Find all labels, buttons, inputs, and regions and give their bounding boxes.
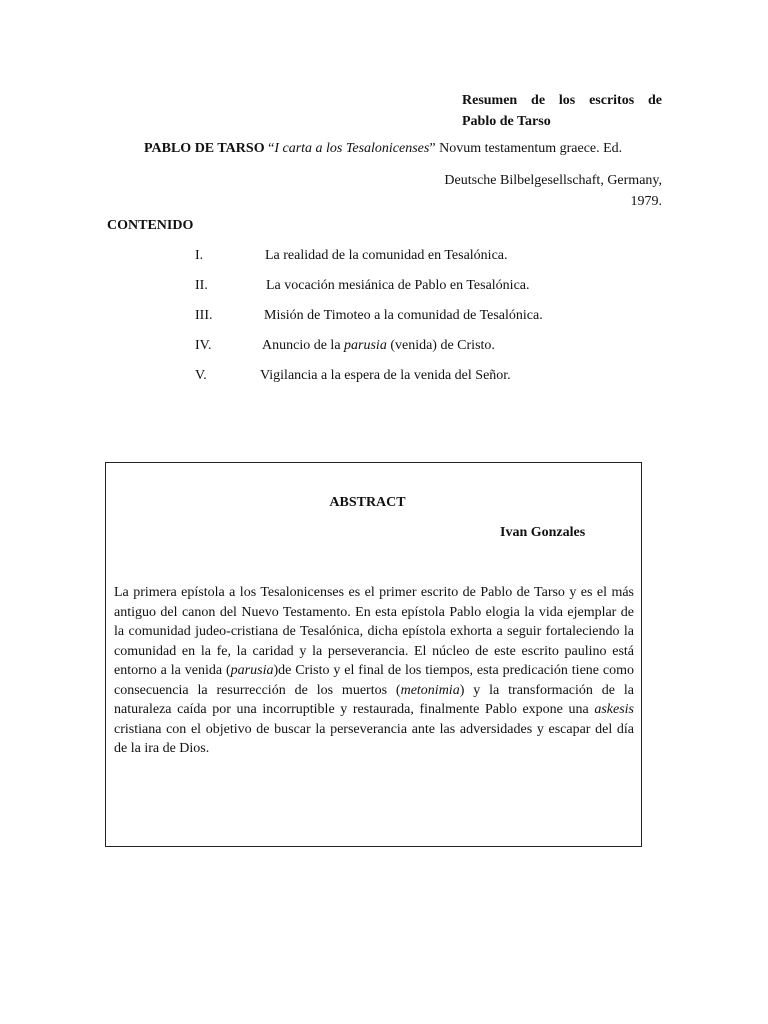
toc-item-number: I. xyxy=(195,248,204,263)
toc-item-number: III. xyxy=(195,308,213,323)
abstract-author: Ivan Gonzales xyxy=(500,525,586,540)
abstract-text-2: )de Cristo y el final de los tiempos, esta predicación tiene como consecuencia la resurrección de los muertos ( xyxy=(114,663,634,698)
abstract-italic-3: askesis xyxy=(594,702,634,717)
abstract-title: ABSTRACT xyxy=(329,495,406,510)
toc-item xyxy=(195,338,495,354)
toc-item-text: La vocación mesiánica de Pablo en Tesalónica. xyxy=(266,278,530,293)
toc-item-number: II. xyxy=(195,278,208,293)
toc-item-text: Misión de Timoteo a la comunidad de Tesalónica. xyxy=(264,308,543,323)
toc-item xyxy=(195,368,511,384)
toc-item-text-after: (venida) de Cristo. xyxy=(386,338,495,353)
toc-item-text: La realidad de la comunidad en Tesalónica. xyxy=(265,248,508,263)
abstract-italic-1: parusia xyxy=(230,663,274,678)
document-title xyxy=(462,90,662,132)
citation-open-quote: “ xyxy=(264,141,275,156)
abstract-body xyxy=(114,583,634,759)
toc-item-text xyxy=(262,338,495,354)
toc-item-number: V. xyxy=(195,368,207,383)
citation-work: I carta a los Tesalonicenses xyxy=(274,141,430,156)
toc-item xyxy=(195,278,530,294)
citation-publisher-block xyxy=(362,170,662,212)
abstract-text-4: cristiana con el objetivo de buscar la perseverancia ante las adversidades y escapar del día de la ira de Dios. xyxy=(114,721,634,756)
toc-item-text: Vigilancia a la espera de la venida del Señor. xyxy=(260,368,511,383)
citation-edition: Novum testamentum graece. Ed. xyxy=(435,141,623,156)
abstract-italic-2: metonimia xyxy=(400,682,460,698)
title-line-1: Resumen de los escritos de xyxy=(462,93,662,108)
abstract-box xyxy=(105,462,642,847)
citation-close-quote: ” xyxy=(429,141,436,156)
abstract-text-3: ) y la transformación de la naturaleza caída por una incorruptible y restaurada, finalmente Pablo expone una xyxy=(114,682,634,717)
citation-year: 1979. xyxy=(630,194,662,209)
abstract-text-1: La primera epístola a los Tesalonicenses es el primer escrito de Pablo de Tarso y es el más antiguo del canon del Nuevo Testamento. En esta epístola Pablo elogia la vida ejemplar de la comunidad judeo-cristiana de Tesalónica, dicha epístola exhorta a seguir fortaleciendo la comunidad en la fe, la caridad y la perseverancia. El núcleo de este escrito paulino está entorno a la venida ( xyxy=(114,585,634,678)
contents-heading: CONTENIDO xyxy=(107,218,194,233)
citation xyxy=(144,139,662,159)
citation-publisher: Deutsche Bilbelgesellschaft, Germany, xyxy=(444,173,662,188)
toc-item-number: IV. xyxy=(195,338,212,353)
toc-item xyxy=(195,308,543,324)
toc-item-text-before: Anuncio de la xyxy=(262,338,345,353)
toc-item-text-italic: parusia xyxy=(344,338,387,353)
toc-item xyxy=(195,248,508,264)
citation-author: PABLO DE TARSO xyxy=(144,141,265,156)
title-line-2: Pablo de Tarso xyxy=(462,114,551,129)
